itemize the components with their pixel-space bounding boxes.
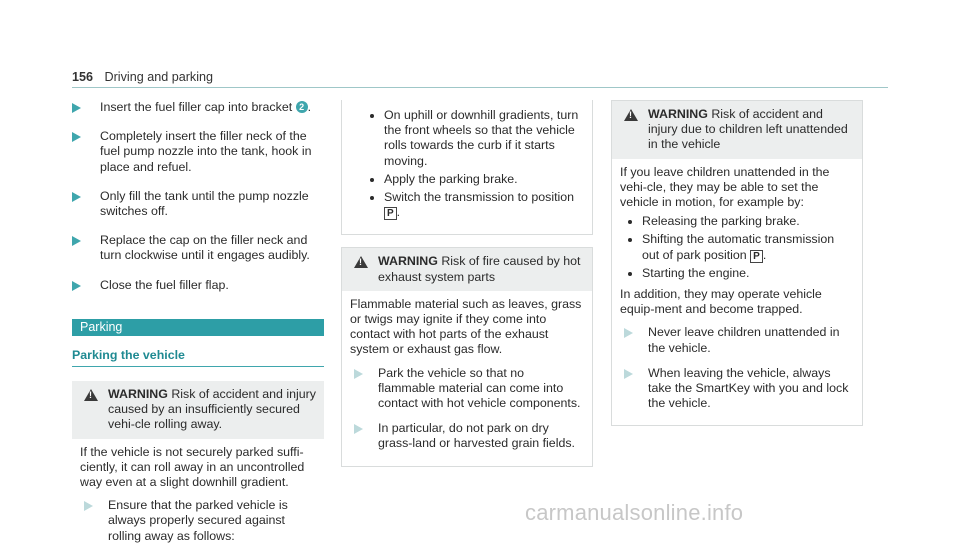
step-text: Only fill the tank until the pump nozzle switches off.	[100, 188, 309, 219]
list-item: Switch the transmission to position P .	[362, 190, 584, 220]
list-item: On uphill or downhill gradients, turn the front wheels so that the vehicle rolls towards the curb if it starts moving.	[362, 108, 584, 169]
warning-text: If the vehicle is not securely parked suffi-ciently, it can roll away in an uncontrolled way even at a slight downhill gradient.	[80, 444, 305, 490]
watermark-text: carmanualsonline.info	[525, 500, 744, 525]
step-close-flap	[72, 278, 324, 293]
warning-triangle-icon	[354, 256, 368, 268]
step-insert-nozzle	[72, 129, 324, 175]
step-fill-tank	[72, 189, 324, 219]
step-text: When leaving the vehicle, always take the SmartKey with you and lock the vehicle.	[648, 365, 849, 411]
warning-text: If you leave children unattended in the vehi-cle, they may be able to set the vehicle in motion, for example by:	[620, 164, 830, 210]
warning-label: WARNING	[378, 254, 438, 269]
warning-continued-box	[341, 100, 593, 235]
step-replace-cap	[72, 233, 324, 263]
warning-header	[612, 101, 862, 159]
step-text: Close the fuel filler flap.	[100, 277, 229, 292]
warning-text: In addition, they may operate vehicle equip-ment and become trapped.	[620, 287, 822, 317]
step-text: Completely insert the filler neck of the fuel pump nozzle into the tank, hook in place and refuel.	[100, 129, 312, 174]
warning-header	[342, 248, 592, 290]
warning-fire	[341, 247, 593, 466]
park-position-icon: P	[750, 250, 763, 263]
step-arrow-icon	[84, 501, 93, 511]
step-arrow-icon	[72, 103, 81, 113]
step-arrow-icon	[72, 192, 81, 202]
warning-body	[612, 159, 862, 426]
header-rule	[72, 87, 888, 88]
step-text: Park the vehicle so that no flammable material can come into contact with hot vehicle components.	[378, 365, 581, 411]
step-text-end: .	[307, 100, 312, 114]
page-number: 156	[72, 70, 94, 84]
step-arrow-icon	[72, 281, 81, 291]
section-title-parking: Parking	[72, 319, 324, 336]
column-3	[611, 100, 863, 426]
list-item-text: Shifting the automatic transmission out of park position	[642, 232, 835, 262]
warning-label: WARNING	[108, 387, 168, 402]
column-2	[341, 100, 593, 467]
warning-step	[80, 498, 316, 544]
park-position-icon: P	[384, 207, 397, 220]
warning-body	[72, 439, 324, 558]
warning-body	[342, 291, 592, 466]
warning-children	[611, 100, 863, 426]
warning-step	[620, 366, 854, 412]
warning-triangle-icon	[624, 109, 638, 121]
step-text: Insert the fuel filler cap into bracket	[100, 100, 296, 114]
step-text: Replace the cap on the filler neck and turn clockwise until it engages audibly.	[100, 233, 310, 263]
step-text: In particular, do not park on dry grass-land or harvested grain fields.	[378, 421, 575, 451]
step-arrow-icon	[72, 132, 81, 142]
warning-text: Flammable material such as leaves, grass or twigs may ignite if they come into contact with hot parts of the exhaust system or exhaust gas flow.	[350, 296, 582, 357]
column-1	[72, 100, 324, 558]
step-text: Ensure that the parked vehicle is always properly secured against rolling away as follows:	[108, 498, 288, 543]
page-header	[72, 70, 213, 85]
warning-triangle-icon	[84, 389, 98, 401]
step-arrow-icon	[72, 236, 81, 246]
chapter-title: Driving and parking	[104, 70, 214, 84]
children-risk-list	[620, 214, 854, 281]
warning-heading: Risk of fire caused by hot exhaust system parts	[378, 254, 581, 284]
step-arrow-icon	[354, 424, 363, 434]
list-item: Starting the engine.	[620, 266, 854, 281]
warning-heading: Risk of accident and injury due to children left unattended in the vehicle	[648, 107, 848, 152]
list-item: Shifting the automatic transmission out of park position P .	[620, 232, 854, 262]
callout-2-icon: 2	[296, 101, 308, 113]
step-insert-cap	[72, 100, 324, 115]
step-arrow-icon	[624, 369, 633, 379]
warning-step	[350, 366, 584, 412]
securing-list	[350, 108, 584, 220]
subsection-title: Parking the vehicle	[72, 348, 324, 367]
step-arrow-icon	[354, 369, 363, 379]
step-text: Never leave children unattended in the vehicle.	[648, 325, 840, 355]
warning-rolling-away	[72, 381, 324, 558]
list-item: Releasing the parking brake.	[620, 214, 854, 229]
step-arrow-icon	[624, 328, 633, 338]
warning-header	[72, 381, 324, 439]
list-item: Apply the parking brake.	[362, 172, 584, 187]
warning-label: WARNING	[648, 107, 708, 121]
list-item-text: Switch the transmission to position	[384, 190, 575, 205]
warning-heading: Risk of accident and injury caused by an insufficiently secured vehi-cle rolling away.	[108, 387, 316, 432]
warning-step	[620, 325, 854, 355]
warning-step	[350, 421, 584, 451]
